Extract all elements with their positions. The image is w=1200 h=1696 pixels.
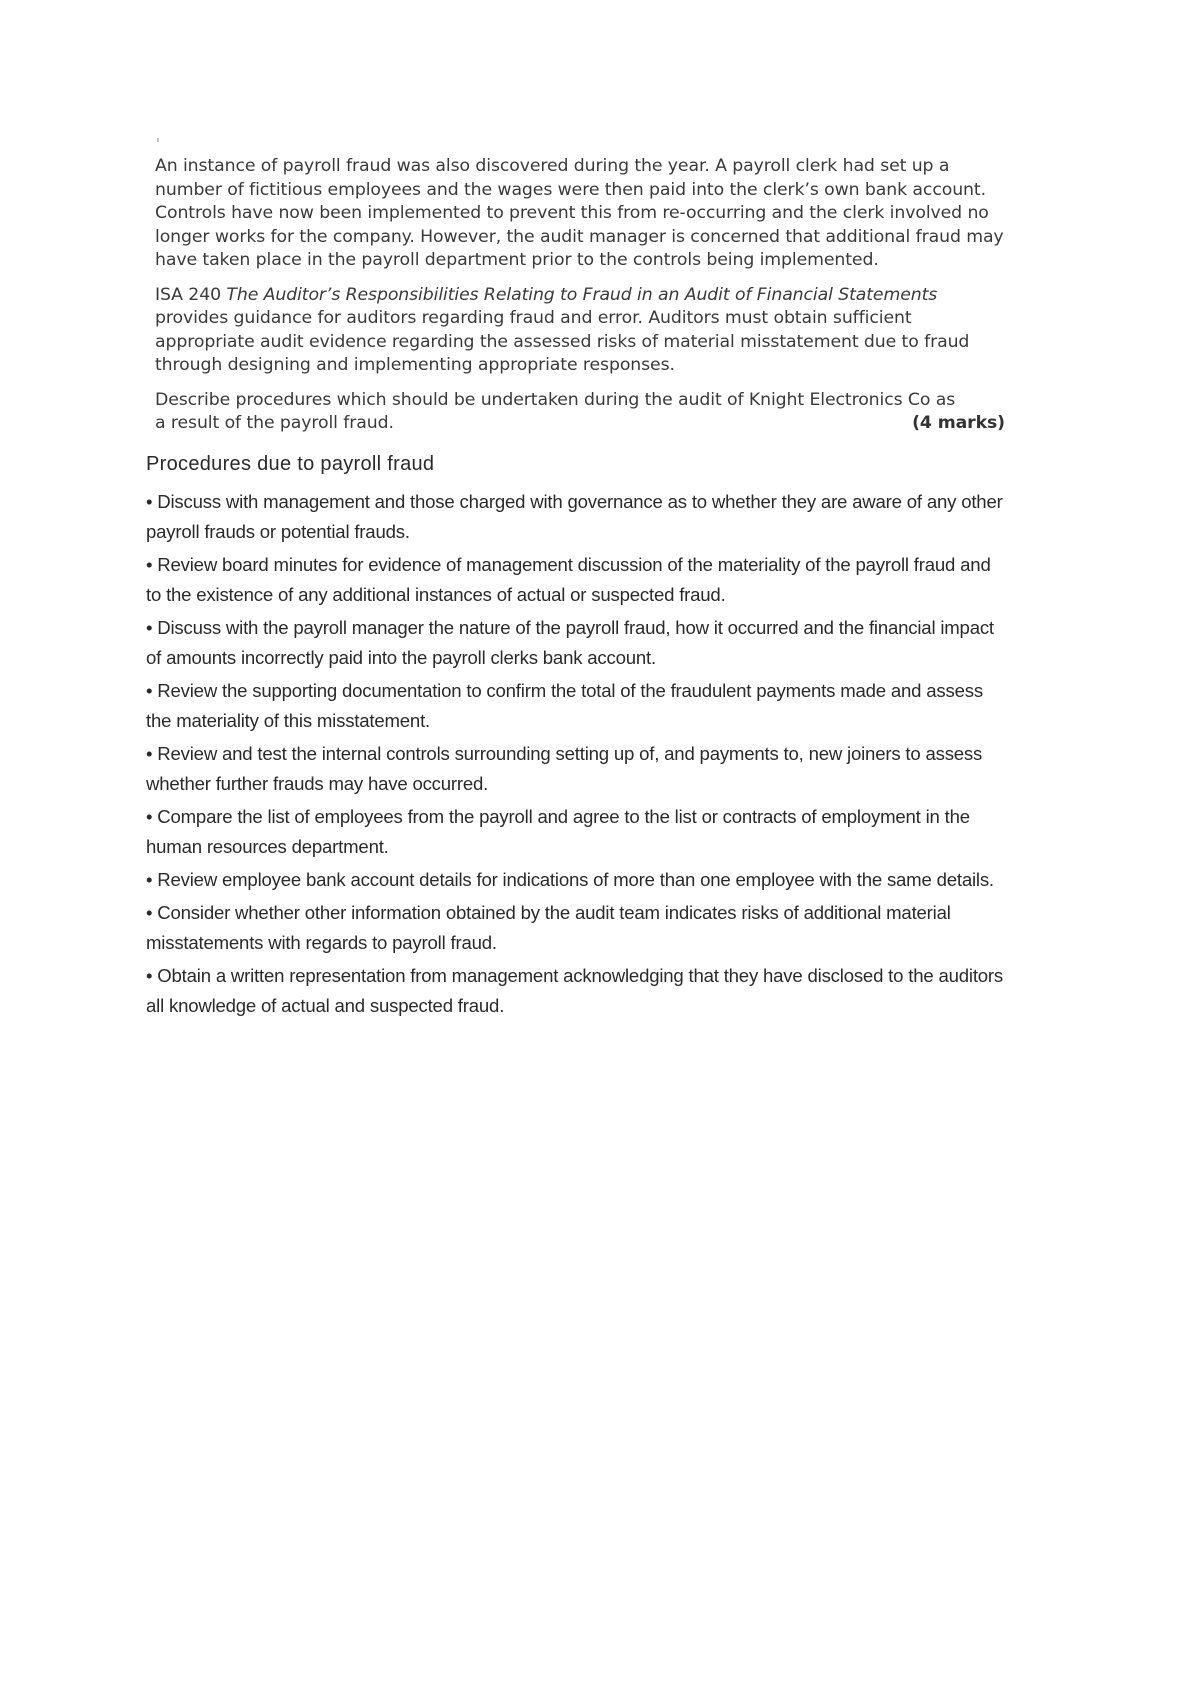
answer-item: • Compare the list of employees from the payroll and agree to the list or contracts of employment in the human resources department. — [146, 806, 970, 857]
requirement-line-1: Describe procedures which should be undertaken during the audit of Knight Electronics Co as — [155, 389, 956, 410]
answer-item: • Review employee bank account details for indications of more than one employee with the same details. — [146, 869, 994, 890]
answer-item: • Discuss with management and those charged with governance as to whether they are aware of any other payroll frauds or potential frauds. — [146, 491, 1003, 542]
isa-rest: provides guidance for auditors regarding fraud and error. Auditors must obtain sufficient appropriate audit evidence regarding the assessed risks of material misstatement due to fraud through designing and implementing appropriate responses. — [155, 308, 970, 375]
answer-item: • Consider whether other information obtained by the audit team indicates risks of additional material misstatements with regards to payroll fraud. — [146, 902, 951, 953]
requirement-line-2-row — [155, 412, 1005, 436]
answer-item: • Review and test the internal controls surrounding setting up of, and payments to, new joiners to assess whether further frauds may have occurred. — [146, 743, 983, 794]
requirement-line-2: a result of the payroll fraud. — [155, 413, 394, 433]
marks-label: (4 marks) — [912, 413, 1005, 433]
answer-section — [146, 451, 1006, 1021]
question-paragraph-isa240 — [155, 284, 1005, 378]
answer-item: • Discuss with the payroll manager the nature of the payroll fraud, how it occurred and the financial impact of amounts incorrectly paid into the payroll clerks bank account. — [146, 617, 994, 668]
answer-item: • Review board minutes for evidence of management discussion of the materiality of the payroll fraud and to the existence of any additional instances of actual or suspected fraud. — [146, 554, 991, 605]
answer-item: • Review the supporting documentation to confirm the total of the fraudulent payments made and assess the materiality of this misstatement. — [146, 680, 983, 731]
isa-title: The Auditor’s Responsibilities Relating to Fraud in an Audit of Financial Statements — [226, 284, 938, 305]
answer-title: Procedures due to payroll fraud — [146, 453, 435, 475]
question-text-image — [155, 155, 1005, 436]
cropped-line-remnant — [155, 138, 545, 142]
isa-prefix: ISA 240 — [155, 284, 227, 305]
question-requirement — [155, 389, 1005, 436]
question-paragraph-fraud: An instance of payroll fraud was also discovered during the year. A payroll clerk had set up a number of fictitious employees and the wages were then paid into the clerk’s own bank account. Controls have now been implemented to prevent this from re-occurring and the clerk involved no longer works for the company. However, the audit manager is concerned that additional fraud may have taken place in the payroll department prior to the controls being implemented. — [155, 156, 1004, 270]
answer-item: • Obtain a written representation from management acknowledging that they have disclosed to the auditors all knowledge of actual and suspected fraud. — [146, 965, 1004, 1016]
